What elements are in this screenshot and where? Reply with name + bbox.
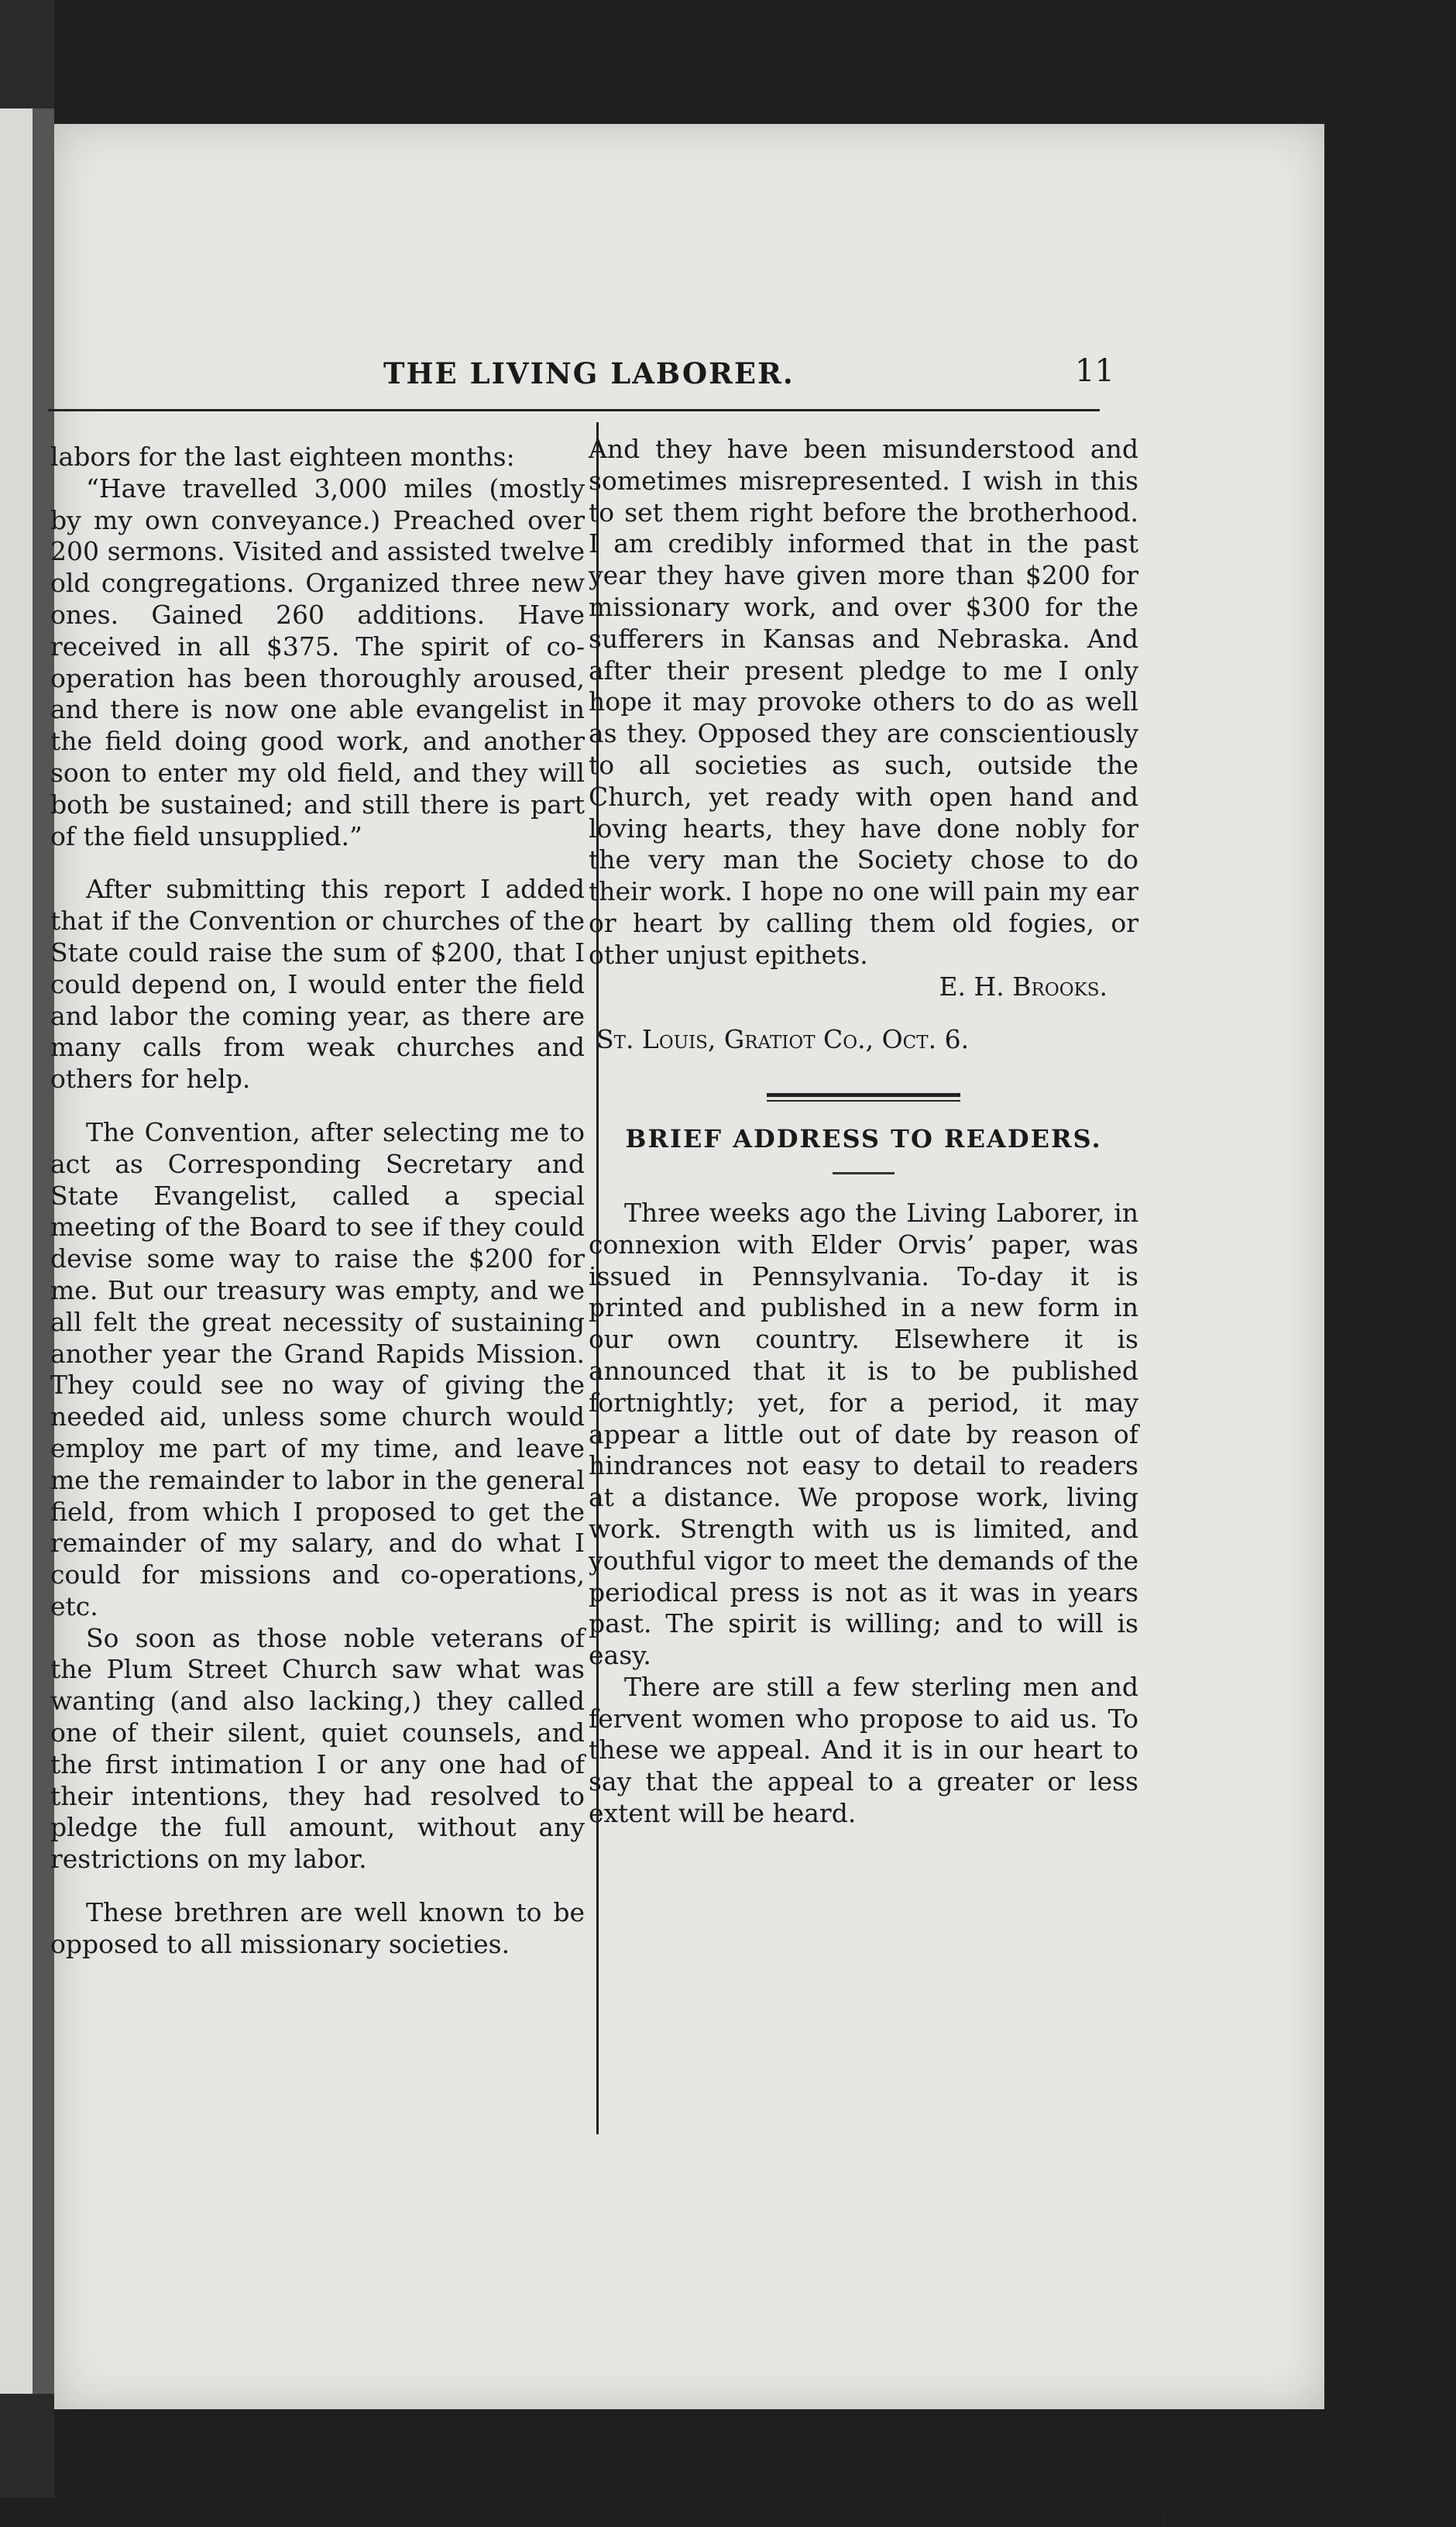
paragraph: Three weeks ago the Living Laborer, in connexion with Elder Orvis’ paper, was issued in Pennsylvania. To-day it is printed and published in a new form in our own country. Elsewhere it is announced that it is to be published fortnightly; yet, for a period, it may appear a little out of date by reason of hindrances not easy to detail to readers at a distance. We propose work, living work. Strength with us is limited, and youthful vigor to meet the demands of the periodical press is not as it was in years past. The spirit is willing; and to will is easy. (589, 1197, 1138, 1671)
dateline (589, 1024, 1138, 1056)
section-separator (767, 1093, 960, 1102)
section-title: BRIEF ADDRESS TO READERS. (625, 1124, 1102, 1154)
header-rule (48, 409, 1100, 411)
title-rule (833, 1172, 895, 1174)
running-head: THE LIVING LABORER. (383, 356, 795, 390)
scan-mark (1162, 2510, 1165, 2527)
paragraph: And they have been misunderstood and sometimes misrepresented. I wish in this to set them right before the brotherhood. I am credibly informed that in the past year they have given more than $200 for missionary work, and over $300 for the sufferers in Kansas and Nebraska. And after their present pledge to me I only hope it may provoke others to do as well as they. Opposed they are conscientiously to all societies as such, outside the Church, yet ready with open hand and loving hearts, they have done nobly for the very man the Society chose to do their work. I hope no one will pain my ear or heart by calling them old fogies, or other unjust epithets. (589, 434, 1138, 970)
left-column (50, 442, 585, 1961)
signature (589, 971, 1138, 1003)
page-header (54, 353, 1324, 411)
paragraph: The Convention, after selecting me to act as Corresponding Secretary and State Evangelist, called a special meeting of the Board to see if they could devise some way to raise the $200 for me. But our treasury was empty, and we all felt the great necessity of sustaining another year the Grand Rapids Mission. They could see no way of giving the needed aid, unless some church would employ me part of my time, and leave me the remainder to labor in the general field, from which I proposed to get the remainder of my salary, and do what I could for missions and co-operations, etc. (50, 1116, 585, 1621)
paragraph: There are still a few sterling men and fervent women who propose to aid us. To these we appeal. And it is in our heart to say that the appeal to a greater or less extent will be heard. (589, 1671, 1138, 1829)
paragraph: After submitting this report I added that if the Convention or churches of the State could raise the sum of $200, that I could depend on, I would enter the field and labor the coming year, as there are many calls from weak churches and others for help. (50, 874, 585, 1095)
right-column (589, 434, 1138, 1830)
quoted-report: “Have travelled 3,000 miles (mostly by my own conveyance.) Preached over 200 sermons. Visited and assisted twelve old congregations. Organized three new ones. Gained 260 additions. Have received in all $375. The spirit of co-operation has been thoroughly aroused, and there is now one able evangelist in the field doing good work, and another soon to enter my old field, and they will both be sustained; and still there is part of the field unsupplied.” (50, 473, 585, 851)
paragraph: So soon as those noble veterans of the Plum Street Church saw what was wanting (and also lacking,) they called one of their silent, quiet counsels, and the first intimation I or any one had of their intentions, they had resolved to pledge the full amount, without any restrictions on my labor. (50, 1622, 585, 1875)
document-page (50, 124, 1324, 2409)
page-number: 11 (1075, 353, 1114, 389)
paragraph: labors for the last eighteen months: (50, 442, 515, 472)
signature-text: E. H. Brooks. (939, 971, 1107, 1002)
previous-page-edge (0, 108, 33, 2394)
paragraph: These brethren are well known to be opposed to all missionary societies. (50, 1897, 585, 1959)
dateline-text: St. Louis, Gratiot Co., Oct. 6. (596, 1024, 970, 1055)
